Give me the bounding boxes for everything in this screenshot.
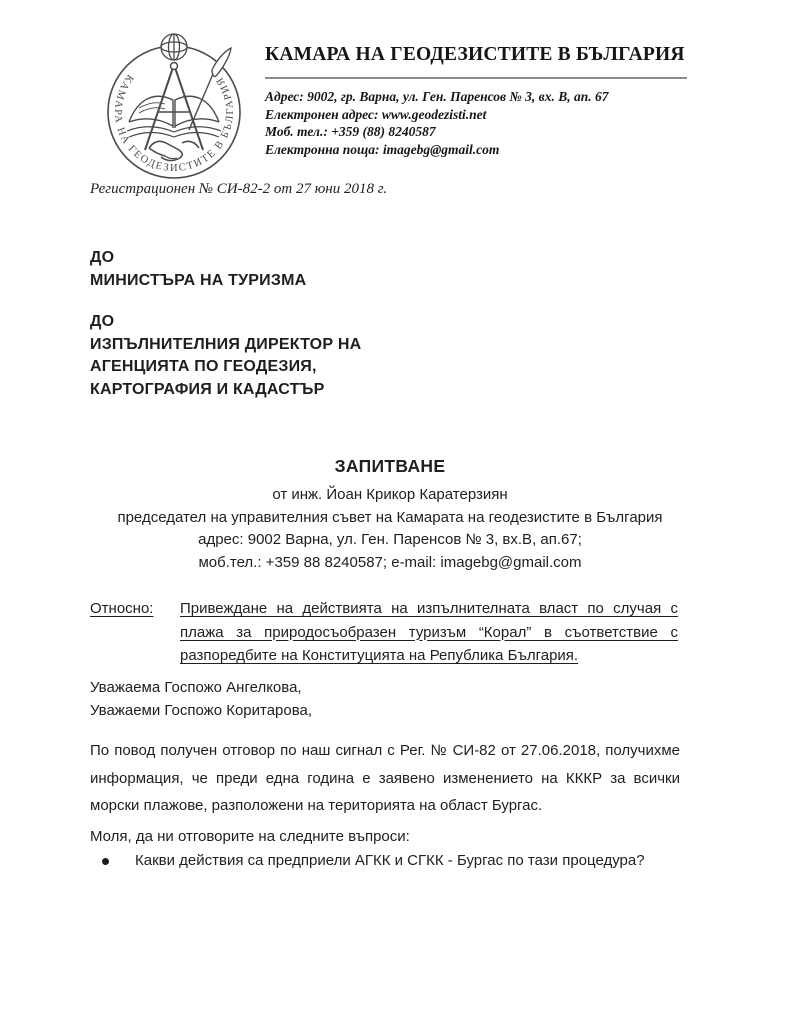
salutation-line: Уважаема Госпожо Ангелкова, bbox=[90, 679, 302, 696]
sender-line: председател на управителния съвет на Камарата на геодезистите в България bbox=[117, 508, 663, 526]
address-line: Адрес: 9002, гр. Варна, ул. Ген. Паренсов № 3, вх. В, ап. 67 bbox=[265, 89, 609, 104]
recipient-line: АГЕНЦИЯТА ПО ГЕОДЕЗИЯ, bbox=[90, 358, 317, 375]
salutation-block bbox=[90, 677, 312, 722]
handshake-icon bbox=[149, 141, 199, 160]
chamber-seal-icon bbox=[95, 28, 253, 180]
sender-line: адрес: 9002 Варна, ул. Ген. Паренсов № 3, вх.В, ап.67; bbox=[198, 531, 582, 548]
subject-text bbox=[180, 597, 678, 668]
globe-icon bbox=[161, 34, 187, 60]
phone-line: Моб. тел.: +359 (88) 8240587 bbox=[265, 124, 436, 139]
bullet-icon bbox=[102, 858, 109, 865]
book-icon bbox=[127, 96, 221, 137]
registration-line: Регистрационен № СИ-82-2 от 27 юни 2018 г. bbox=[90, 181, 388, 197]
questions-intro: Моля, да ни отговорите на следните въпроси: bbox=[90, 828, 410, 845]
subject-line: Привеждане на действията на изпълнителната власт по случая с bbox=[180, 600, 678, 617]
question-text: Какви действия са предприели АГКК и СГКК - Бургас по тази процедура? bbox=[135, 852, 645, 869]
questions-block bbox=[90, 826, 686, 872]
recipient-line: ИЗПЪЛНИТЕЛНИЯ ДИРЕКТОР НА bbox=[90, 335, 362, 353]
subject-block bbox=[90, 597, 678, 668]
recipient-line: МИНИСТЪРА НА ТУРИЗМА bbox=[90, 271, 307, 289]
salutation-line: Уважаеми Госпожо Коритарова, bbox=[90, 701, 313, 719]
subject-line: разпоредбите на Конституцията на Република България. bbox=[180, 647, 579, 664]
question-item bbox=[90, 850, 686, 872]
letterhead bbox=[95, 28, 687, 180]
body-paragraph: По повод получен отговор по наш сигнал с Рег. № СИ-82 от 27.06.2018, получихме информация, че преди една година е заявено изменението на КККР за всички морски плажове, разположени на територията на област Бургас. bbox=[90, 742, 680, 814]
logo-circular-text: КАМАРА НА ГЕОДЕЗИСТИТЕ В БЪЛГАРИЯ bbox=[111, 72, 237, 175]
organization-logo bbox=[95, 28, 253, 180]
organization-name: КАМАРА НА ГЕОДЕЗИСТИТЕ В БЪЛГАРИЯ bbox=[265, 44, 685, 65]
website-line: Електронен адрес: www.geodezisti.net bbox=[265, 106, 487, 122]
recipient-to: ДО bbox=[90, 249, 115, 266]
email-line: Електронна поща: imagebg@gmail.com bbox=[265, 141, 500, 157]
document-title: ЗАПИТВАНЕ bbox=[334, 456, 446, 476]
recipient-gap bbox=[90, 292, 361, 311]
sender-line: моб.тел.: +359 88 8240587; e-mail: imagebg@gmail.com bbox=[198, 553, 582, 571]
recipient-to: ДО bbox=[90, 313, 115, 330]
header-divider bbox=[265, 77, 687, 79]
subject-line: плажа за природосъобразен туризъм “Корал” в съответствие с bbox=[180, 623, 678, 641]
inquiry-heading bbox=[90, 456, 690, 574]
recipient-block bbox=[90, 247, 361, 401]
recipient-line: КАРТОГРАФИЯ И КАДАСТЪР bbox=[90, 380, 325, 398]
sender-line: от инж. Йоан Крикор Каратерзиян bbox=[272, 486, 508, 503]
subject-label: Относно: bbox=[90, 600, 154, 617]
letterhead-text bbox=[265, 28, 687, 180]
